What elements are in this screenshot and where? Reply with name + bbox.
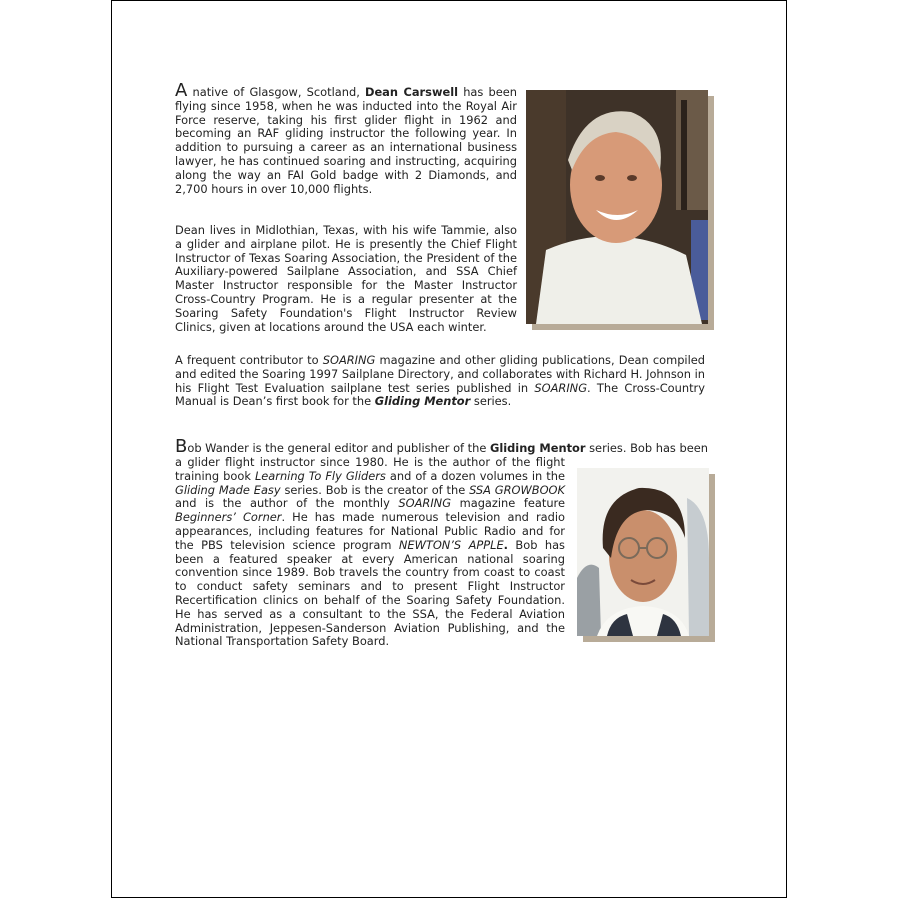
text-run: SOARING bbox=[322, 353, 376, 367]
dean-carswell-photo bbox=[526, 90, 708, 324]
text-run: A bbox=[175, 80, 188, 101]
text-run: . The Cross-Country Manual is Dean’s first book for the bbox=[175, 380, 705, 409]
text-run: SOARING bbox=[398, 496, 452, 511]
bob-wander-photo bbox=[577, 468, 709, 636]
dean-portrait-image bbox=[526, 90, 708, 324]
text-run: SOARING bbox=[534, 380, 588, 395]
text-run: Gliding Made Easy bbox=[175, 482, 281, 497]
text-run: series. Bob is the creator of the bbox=[280, 482, 470, 497]
text-run: native of Glasgow, Scotland, bbox=[187, 85, 365, 99]
dean-bio-paragraph-3 bbox=[175, 354, 705, 409]
text-run: series. bbox=[470, 394, 512, 409]
text-run: SSA GROWBOOK bbox=[469, 482, 565, 497]
text-run: Bob has been a featured speaker at every American national soaring convention since 1989. Bob travels the country from coast to coast to conduct safety seminars and to present Flight Instructor Recertification clinics on behalf of the Soaring Safety Foundation. He has served as a consultant to the SSA, the Federal Aviation Administration, Jeppesen-Sanderson Aviation Publishing, and the National Transportation Safety Board. bbox=[175, 537, 565, 649]
text-run: Gliding Mentor bbox=[489, 441, 586, 455]
text-run: Gliding Mentor bbox=[374, 394, 471, 409]
text-run: and of a dozen volumes in the bbox=[385, 468, 565, 483]
dean-bio-paragraph-2 bbox=[175, 224, 517, 334]
text-run: magazine and other gliding publications, Dean compiled and edited the Soaring 1997 Sailplane Directory, and collaborates with Richard H. Johnson in his Flight Test Evaluation sailplane test series published in bbox=[175, 353, 705, 395]
text-run: B bbox=[175, 436, 188, 457]
text-run: ob Wander is the general editor and publisher of the bbox=[187, 441, 490, 455]
text-run: a glider flight instructor since 1980. He is the author of the flight training book bbox=[175, 455, 565, 483]
text-run: . bbox=[503, 537, 508, 552]
text-run: A frequent contributor to bbox=[175, 353, 323, 367]
dean-bio-paragraph-1 bbox=[175, 80, 517, 196]
text-run: series. Bob has been bbox=[585, 441, 708, 455]
text-run: magazine feature bbox=[451, 496, 565, 511]
bob-portrait-image bbox=[577, 468, 709, 636]
text-run: and is the author of the monthly bbox=[175, 496, 399, 511]
text-run: Dean Carswell bbox=[365, 85, 459, 99]
bob-bio-paragraph bbox=[175, 456, 565, 649]
text-run: has been flying since 1958, when he was inducted into the Royal Air Force reserve, taking his first glider flight in 1962 and becoming an RAF gliding instructor the following year. In addition to pursuing a career as an international business lawyer, he has continued soaring and instructing, acquiring along the way an FAI Gold badge with 2 Diamonds, and 2,700 hours in over 10,000 flights. bbox=[175, 85, 517, 196]
text-run: Learning To Fly Gliders bbox=[254, 468, 386, 483]
text-run: Dean lives in Midlothian, Texas, with his wife Tammie, also a glider and airplane pilot. He is presently the Chief Flight Instructor of Texas Soaring Association, the President of the Auxiliary-powered Sailplane Association, and SSA Chief Master Instructor responsible for the Master Instructor Cross-Country Program. He is a regular presenter at the Soaring Safety Foundation's Flight Instructor Review Clinics, given at locations around the USA each winter. bbox=[175, 223, 517, 334]
text-run: . He has made numerous television and radio appearances, including features for National Public Radio and for the PBS television science program bbox=[175, 510, 565, 552]
text-run: Beginners’ Corner bbox=[175, 510, 282, 525]
bob-bio-first-line bbox=[175, 436, 715, 457]
text-run: NEWTON’S APPLE bbox=[398, 537, 504, 552]
